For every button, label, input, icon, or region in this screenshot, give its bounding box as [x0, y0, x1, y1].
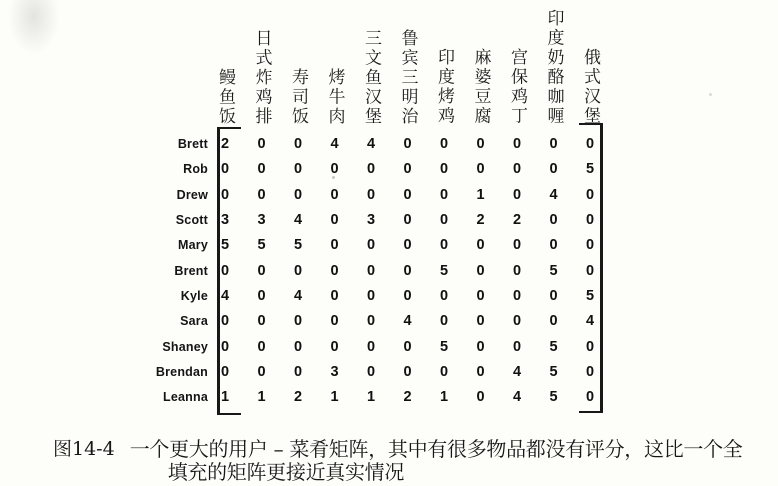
rating-cell: 0	[366, 287, 376, 304]
rating-cell: 0	[403, 338, 412, 355]
scan-speck	[709, 93, 712, 96]
rating-cell: 0	[439, 161, 449, 178]
rating-cell: 0	[257, 287, 266, 304]
rating-cell: 2	[476, 211, 485, 228]
rating-cell: 0	[366, 313, 376, 330]
rating-cell: 0	[330, 161, 339, 178]
row-label-brett: Brett	[177, 137, 208, 151]
row-label-sara: Sara	[180, 314, 208, 329]
row-label-kyle: Kyle	[180, 288, 208, 303]
rating-cell: 0	[585, 211, 595, 228]
rating-cell: 0	[512, 136, 522, 152]
rating-cell: 0	[585, 136, 595, 152]
column-header-11: 俄式汉堡	[580, 48, 600, 126]
rating-cell: 0	[549, 211, 558, 228]
column-header-3: 寿司饭	[288, 67, 308, 126]
rating-cell: 0	[476, 136, 485, 152]
rating-cell: 5	[549, 338, 558, 355]
rating-cell: 0	[403, 211, 412, 228]
rating-cell: 0	[403, 136, 412, 152]
rating-cell: 3	[366, 211, 376, 228]
rating-cell: 0	[476, 363, 485, 380]
rating-cell: 0	[330, 313, 339, 330]
rating-cell: 0	[403, 363, 412, 380]
row-label-leanna: Leanna	[163, 390, 208, 405]
rating-cell: 0	[257, 161, 266, 178]
rating-cell: 0	[585, 338, 595, 355]
rating-cell: 4	[403, 313, 412, 330]
rating-cell: 0	[549, 313, 558, 330]
rating-cell: 0	[512, 186, 522, 203]
rating-cell: 0	[403, 237, 412, 254]
caption-line-2: 填充的矩阵更接近真实情况	[167, 460, 405, 484]
rating-cell: 2	[293, 389, 303, 406]
rating-cell: 0	[293, 363, 303, 380]
rating-cell: 4	[330, 136, 339, 152]
rating-cell: 0	[585, 262, 595, 279]
rating-cell: 3	[330, 363, 339, 380]
rating-cell: 0	[439, 211, 449, 228]
rating-cell: 0	[330, 262, 339, 279]
rating-cell: 1	[476, 186, 485, 203]
rating-cell: 0	[220, 363, 230, 380]
rating-cell: 0	[257, 262, 266, 279]
rating-cell: 0	[293, 161, 303, 178]
rating-cell: 0	[293, 136, 303, 152]
rating-cell: 0	[512, 237, 522, 254]
rating-cell: 5	[549, 363, 558, 380]
rating-cell: 5	[549, 389, 558, 406]
rating-cell: 0	[549, 237, 558, 254]
rating-cell: 0	[512, 338, 522, 355]
rating-cell: 5	[549, 262, 558, 279]
rating-cell: 5	[439, 262, 449, 279]
rating-cell: 0	[403, 287, 412, 304]
rating-cell: 0	[403, 262, 412, 279]
row-label-brendan: Brendan	[155, 364, 208, 379]
row-label-mary: Mary	[178, 238, 208, 253]
rating-cell: 0	[220, 186, 230, 203]
rating-cell: 0	[476, 313, 485, 330]
rating-cell: 0	[293, 338, 303, 355]
column-header-8: 麻婆豆腐	[470, 48, 491, 126]
rating-cell: 0	[220, 161, 230, 178]
rating-cell: 5	[220, 237, 230, 254]
rating-cell: 5	[439, 338, 449, 355]
rating-cell: 4	[512, 389, 522, 406]
rating-cell: 0	[476, 287, 485, 304]
rating-cell: 0	[585, 237, 595, 254]
rating-cell: 0	[293, 313, 303, 330]
column-header-7: 印度烤鸡	[434, 48, 454, 126]
rating-cell: 0	[257, 186, 266, 203]
rating-cell: 0	[257, 136, 266, 152]
rating-cell: 0	[585, 363, 595, 380]
rating-cell: 0	[366, 186, 376, 203]
rating-cell: 5	[293, 237, 303, 254]
rating-cell: 0	[366, 262, 376, 279]
rating-cell: 0	[439, 186, 449, 203]
column-header-5: 三文鱼汉堡	[361, 28, 381, 126]
rating-cell: 4	[293, 287, 303, 304]
rating-cell: 0	[220, 338, 230, 355]
rating-cell: 2	[220, 136, 230, 152]
rating-cell: 0	[257, 313, 266, 330]
caption-line-1: 一个更大的用户 – 菜肴矩阵，其中有很多物品都没有评分，这比一个全	[129, 437, 743, 461]
rating-cell: 0	[585, 389, 595, 406]
rating-cell: 0	[403, 161, 412, 178]
column-header-9: 宫保鸡丁	[507, 48, 527, 126]
rating-cell: 0	[366, 161, 376, 178]
figure-caption	[53, 437, 743, 484]
rating-cell: 5	[585, 161, 595, 178]
rating-cell: 0	[220, 262, 230, 279]
column-header-10: 印度奶酪咖喱	[543, 9, 564, 126]
rating-cell: 0	[293, 186, 303, 203]
figure-caption-text	[130, 437, 743, 484]
column-header-4: 烤牛肉	[324, 67, 345, 126]
rating-cell: 0	[330, 237, 339, 254]
rating-cell: 0	[439, 237, 449, 254]
rating-cell: 5	[257, 237, 266, 254]
rating-cell: 2	[403, 389, 412, 406]
rating-cell: 0	[549, 136, 558, 152]
rating-cell: 0	[439, 363, 449, 380]
rating-cell: 0	[512, 161, 522, 178]
rating-cell: 4	[549, 186, 558, 203]
rating-cell: 1	[330, 389, 339, 406]
column-header-1: 鳗鱼饭	[215, 67, 235, 126]
rating-cell: 3	[257, 211, 266, 228]
rating-cell: 0	[366, 237, 376, 254]
rating-cell: 0	[220, 313, 230, 330]
rating-cell: 0	[439, 136, 449, 152]
rating-cell: 0	[366, 338, 376, 355]
rating-cell: 0	[293, 262, 303, 279]
figure-label: 图14-4	[53, 438, 115, 460]
rating-cell: 2	[512, 211, 522, 228]
column-header-6: 鲁宾三明治	[397, 28, 418, 126]
row-label-scott: Scott	[175, 212, 208, 227]
rating-cell: 1	[257, 389, 266, 406]
rating-cell: 0	[585, 186, 595, 203]
rating-cell: 0	[330, 338, 339, 355]
rating-cell: 0	[366, 363, 376, 380]
rating-cell: 1	[366, 389, 376, 406]
rating-cell: 0	[476, 389, 485, 406]
rating-cell: 0	[439, 287, 449, 304]
rating-cell: 0	[330, 186, 339, 203]
rating-cell: 0	[403, 186, 412, 203]
rating-cell: 0	[549, 161, 558, 178]
rating-cell: 0	[512, 313, 522, 330]
rating-cell: 0	[257, 338, 266, 355]
rating-cell: 4	[512, 363, 522, 380]
rating-cell: 0	[330, 211, 339, 228]
row-label-rob: Rob	[183, 162, 208, 177]
row-label-brent: Brent	[174, 263, 208, 278]
rating-cell: 1	[220, 389, 230, 406]
rating-cell: 0	[439, 313, 449, 330]
rating-cell: 4	[585, 313, 595, 330]
rating-cell: 0	[549, 287, 558, 304]
rating-cell: 4	[293, 211, 303, 228]
column-header-2: 日式炸鸡排	[251, 28, 272, 126]
rating-cell: 0	[476, 161, 485, 178]
rating-cell: 1	[439, 389, 449, 406]
rating-cell: 0	[257, 363, 266, 380]
rating-cell: 5	[585, 287, 595, 304]
scan-smudge	[8, 0, 60, 55]
rating-cell: 0	[512, 287, 522, 304]
row-label-shaney: Shaney	[162, 339, 208, 354]
rating-cell: 0	[476, 262, 485, 279]
rating-cell: 0	[476, 338, 485, 355]
rating-cell: 0	[330, 287, 339, 304]
rating-cell: 4	[366, 136, 376, 152]
rating-cell: 3	[220, 211, 230, 228]
rating-cell: 4	[220, 287, 230, 304]
rating-cell: 0	[512, 262, 522, 279]
rating-cell: 0	[476, 237, 485, 254]
row-label-drew: Drew	[176, 187, 208, 202]
